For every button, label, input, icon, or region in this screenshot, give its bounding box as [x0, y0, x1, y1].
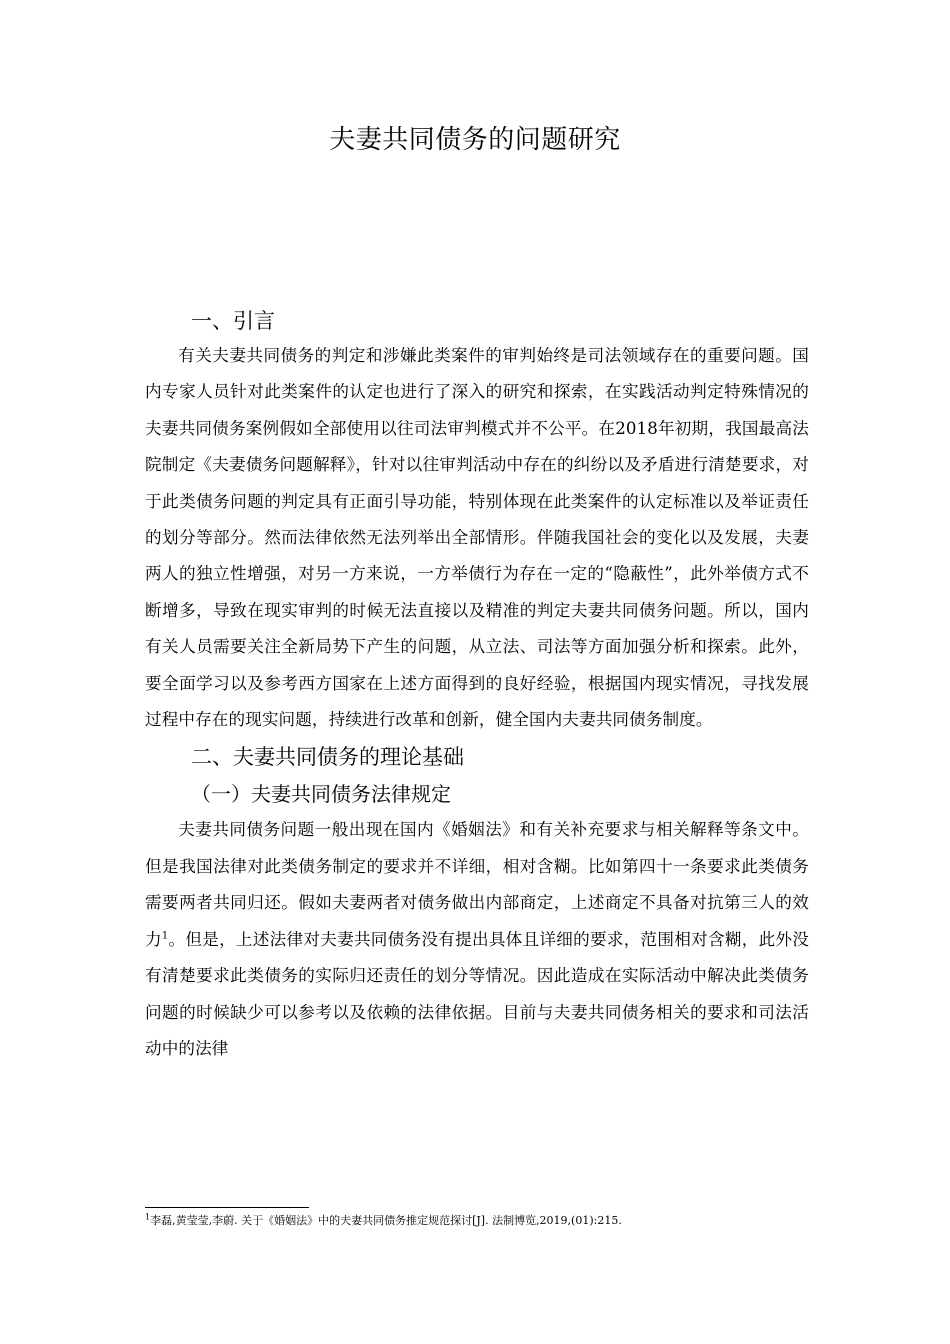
section-heading-theory: 二、夫妻共同债务的理论基础 — [191, 745, 464, 770]
footnote-reference-mark: 1 — [161, 930, 169, 942]
subsection-heading-legal-provisions: （一）夫妻共同债务法律规定 — [191, 782, 451, 807]
footnote — [145, 1213, 809, 1229]
document-body — [145, 302, 809, 1067]
legal-provisions-text-part1: 夫妻共同债务问题一般出现在国内《婚姻法》和有关补充要求与相关解释等条文中。但是我国法律对此类债务制定的要求并不详细，相对含糊。比如第四十一条要求此类债务需要两者共同归还。假如夫妻两者对债务做出内部商定，上述商定不具备对抗第三人的效力 — [145, 820, 809, 949]
legal-provisions-text-part2: 。但是，上述法律对夫妻共同债务没有提出具体且详细的要求，范围相对含糊，此外没有清楚要求此类债务的实际归还责任的划分等情况。因此造成在实际活动中解决此类债务问题的时候缺少可以参考以及依赖的法律依据。目前与夫妻共同债务相关的要求和司法活动中的法律 — [145, 929, 809, 1058]
introduction-paragraph: 有关夫妻共同债务的判定和涉嫌此类案件的审判始终是司法领域存在的重要问题。国内专家人员针对此类案件的认定也进行了深入的研究和探索，在实践活动判定特殊情况的夫妻共同债务案例假如全部使用以往司法审判模式并不公平。在2018年初期，我国最高法院制定《夫妻债务问题解释》，针对以往审判活动中存在的纠纷以及矛盾进行清楚要求，对于此类债务问题的判定具有正面引导功能，特别体现在此类案件的认定标准以及举证责任的划分等部分。然而法律依然无法列举出全部情形。伴随我国社会的变化以及发展，夫妻两人的独立性增强，对另一方来说，一方举债行为存在一定的“隐蔽性”，此外举债方式不断增多，导致在现实审判的时候无法直接以及精准的判定夫妻共同债务问题。所以，国内有关人员需要关注全新局势下产生的问题，从立法、司法等方面加强分析和探索。此外，要全面学习以及参考西方国家在上述方面得到的良好经验，根据国内现实情况，寻找发展过程中存在的现实问题，持续进行改革和创新，健全国内夫妻共同债务制度。 — [145, 346, 809, 730]
page-title: 夫妻共同债务的问题研究 — [329, 125, 621, 155]
legal-provisions-paragraph — [145, 812, 809, 1067]
footnote-text: 李磊,黄莹莹,李蔚. 关于《婚姻法》中的夫妻共同债务推定规范探讨[J]. 法制博览,2019,(01):215. — [150, 1214, 622, 1227]
footnote-divider — [145, 1207, 309, 1208]
footnote-mark: 1 — [145, 1212, 151, 1222]
section-heading-introduction: 一、引言 — [191, 309, 275, 333]
